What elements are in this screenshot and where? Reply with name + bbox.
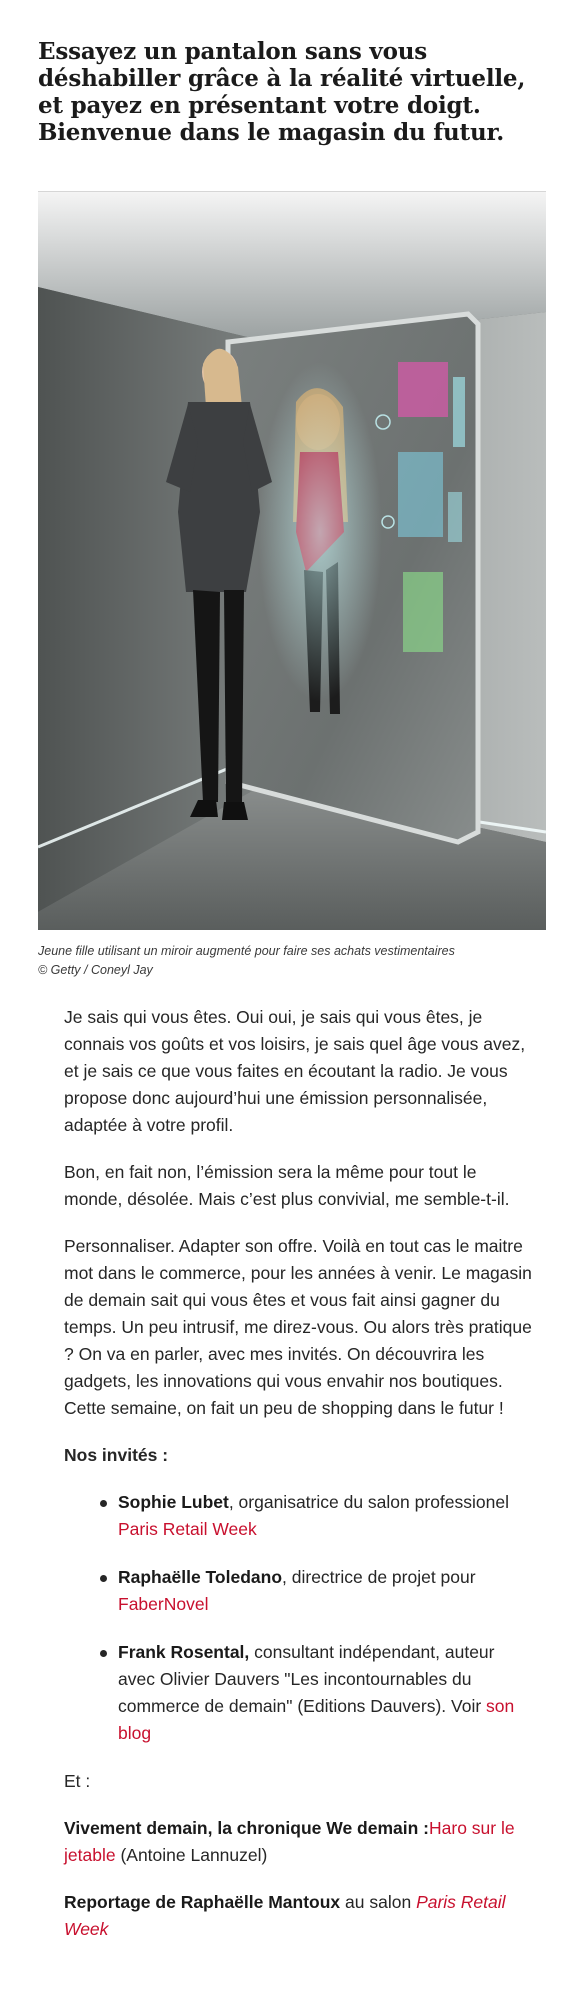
reportage-middle: au salon xyxy=(340,1892,417,1912)
list-item xyxy=(118,1564,534,1618)
image-caption xyxy=(38,942,558,980)
guest-description: , directrice de projet pour xyxy=(282,1567,476,1587)
article-image[interactable] xyxy=(38,192,546,930)
augmented-mirror-illustration xyxy=(38,192,546,930)
guest-description: , organisatrice du salon professionel xyxy=(228,1492,509,1512)
article-headline: Essayez un pantalon sans vous déshabiller grâce à la réalité virtuelle, et payez en présentant votre doigt. Bienvenue dans le magasin du futur. xyxy=(38,38,526,146)
guest-link-paris-retail-week[interactable]: Paris Retail Week xyxy=(118,1519,257,1539)
caption-credit: © Getty / Coneyl Jay xyxy=(38,963,153,977)
article-paragraph: Bon, en fait non, l’émission sera la même pour tout le monde, désolée. Mais c’est plus convivial, me semble-t-il. xyxy=(64,1162,510,1209)
guest-link-fabernovel[interactable]: FaberNovel xyxy=(118,1594,209,1614)
list-item xyxy=(118,1639,534,1747)
chronique-label: Vivement demain, la chronique We demain : xyxy=(64,1818,430,1838)
caption-text: Jeune fille utilisant un miroir augmenté pour faire ses achats vestimentaires xyxy=(38,944,455,958)
guest-description: consultant indépendant, auteur avec Olivier Dauvers "Les incontournables du commerce de demain" (Editions Dauvers). Voir xyxy=(118,1642,495,1716)
reportage-link[interactable]: Paris Retail Week xyxy=(64,1892,506,1939)
reportage-line xyxy=(64,1889,534,1943)
guest-name: Raphaëlle Toledano xyxy=(118,1567,283,1587)
list-item xyxy=(118,1489,534,1543)
chronique-link[interactable]: Haro sur le jetable xyxy=(64,1818,515,1865)
chronique-line xyxy=(64,1815,534,1869)
article-body xyxy=(64,1004,534,1963)
guest-link-blog[interactable]: son blog xyxy=(118,1696,515,1743)
chronique-author: (Antoine Lannuzel) xyxy=(115,1845,268,1865)
guest-name: Sophie Lubet xyxy=(118,1492,229,1512)
guests-title: Nos invités : xyxy=(64,1445,169,1465)
article-paragraph: Personnaliser. Adapter son offre. Voilà en tout cas le maitre mot dans le commerce, pour les années à venir. Le magasin de demain sait qui vous êtes et vous fait ainsi gagner du temps. Un peu intrusif, me direz-vous. Ou alors très pratique ? On va en parler, avec mes invités. On découvrira les gadgets, les innovations qui vous envahir nos boutiques. Cette semaine, on fait un peu de shopping dans le futur ! xyxy=(64,1236,532,1418)
article-paragraph: Je sais qui vous êtes. Oui oui, je sais qui vous êtes, je connais vos goûts et vos loisirs, je sais quel âge vous avez, et je sais ce que vous faites en écoutant la radio. Je vous propose donc aujourd’hui une émission personnalisée, adaptée à votre profil. xyxy=(64,1007,526,1135)
guests-list xyxy=(64,1489,534,1747)
et-label: Et : xyxy=(64,1771,91,1791)
reportage-label: Reportage de Raphaëlle Mantoux xyxy=(64,1892,341,1912)
guest-name: Frank Rosental, xyxy=(118,1642,250,1662)
